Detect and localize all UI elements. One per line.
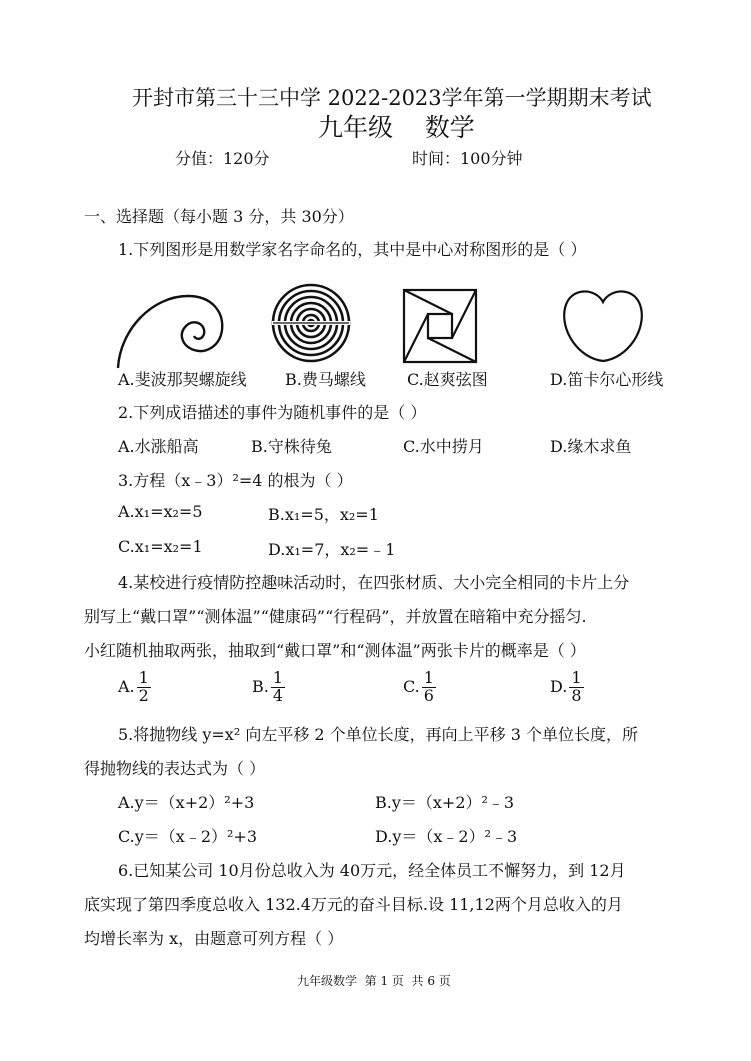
q5-option-d: D.y＝（x﹣2）²﹣3 — [375, 827, 518, 846]
cardioid-figure — [560, 284, 646, 364]
fermat-spiral-figure — [270, 282, 352, 364]
q1-option-a: A.斐波那契螺旋线 — [118, 370, 247, 389]
exam-title: 开封市第三十三中学 2022-2023学年第一学期期末考试 — [132, 86, 652, 110]
q2-option-c: C.水中捞月 — [403, 437, 484, 456]
q3-option-c: C.x₁=x₂=1 — [118, 537, 203, 556]
page-footer: 九年级数学 第 1 页 共 6 页 — [297, 974, 451, 988]
q1-option-b: B.费马螺线 — [285, 370, 366, 389]
q4-option-d: D. $\frac{1}{8}$ — [550, 668, 582, 705]
q2-option-b: B.守株待兔 — [251, 437, 332, 456]
question-1-stem: 1.下列图形是用数学家名字命名的，其中是中心对称图形的是（ ） — [118, 240, 587, 259]
zhao-shuang-figure — [402, 288, 478, 364]
time-info: 时间：100分钟 — [412, 149, 523, 168]
fibonacci-spiral-figure — [112, 290, 227, 370]
question-6-line-1: 6.已知某公司 10月份总收入为 40万元，经全体员工不懈努力，到 12月 — [118, 861, 626, 880]
q4-option-c: C. $\frac{1}{6}$ — [403, 668, 434, 705]
question-6-line-2: 底实现了第四季度总收入 132.4万元的奋斗目标.设 11,12两个月总收入的月 — [84, 895, 623, 914]
score-info: 分值：120分 — [175, 149, 270, 168]
q3-option-d: D.x₁=7，x₂=﹣1 — [268, 540, 396, 559]
fraction: $\frac{1}{4}$ — [272, 668, 284, 705]
q5-option-a: A.y＝（x+2）²+3 — [118, 793, 255, 812]
q5-option-c: C.y＝（x﹣2）²+3 — [118, 827, 258, 846]
q2-option-d: D.缘木求鱼 — [550, 437, 632, 456]
fraction: $\frac{1}{6}$ — [423, 668, 434, 705]
q1-option-c: C.赵爽弦图 — [407, 370, 488, 389]
question-5-line-1: 5.将抛物线 y=x² 向左平移 2 个单位长度，再向上平移 3 个单位长度，所 — [118, 725, 639, 744]
question-4-line-2: 别写上“戴口罩”“测体温”“健康码”“行程码”，并放置在暗箱中充分摇匀. — [84, 607, 587, 626]
q4-option-b: B. $\frac{1}{4}$ — [252, 668, 284, 705]
q4-option-a: A. $\frac{1}{2}$ — [118, 668, 149, 705]
q3-option-b: B.x₁=5，x₂=1 — [268, 505, 379, 524]
fraction: $\frac{1}{2}$ — [138, 668, 149, 705]
q3-option-a: A.x₁=x₂=5 — [118, 502, 203, 521]
question-4-line-1: 4.某校进行疫情防控趣味活动时，在四张材质、大小完全相同的卡片上分 — [118, 573, 630, 592]
question-3-stem: 3.方程（x﹣3）²=4 的根为（ ） — [118, 471, 353, 490]
q2-option-a: A.水涨船高 — [118, 437, 199, 456]
question-6-line-3: 均增长率为 x，由题意可列方程（ ） — [84, 929, 344, 948]
fraction: $\frac{1}{8}$ — [571, 668, 582, 705]
question-2-stem: 2.下列成语描述的事件为随机事件的是（ ） — [118, 403, 427, 422]
section-heading: 一、选择题（每小题 3 分，共 30分） — [84, 207, 354, 226]
question-4-line-3: 小红随机抽取两张，抽取到“戴口罩”和“测体温”两张卡片的概率是（ ） — [84, 641, 586, 660]
question-5-line-2: 得抛物线的表达式为（ ） — [84, 759, 266, 778]
q5-option-b: B.y＝（x+2）²﹣3 — [375, 793, 515, 812]
exam-subtitle: 九年级 数学 — [318, 113, 475, 142]
q1-option-d: D.笛卡尔心形线 — [550, 370, 664, 389]
